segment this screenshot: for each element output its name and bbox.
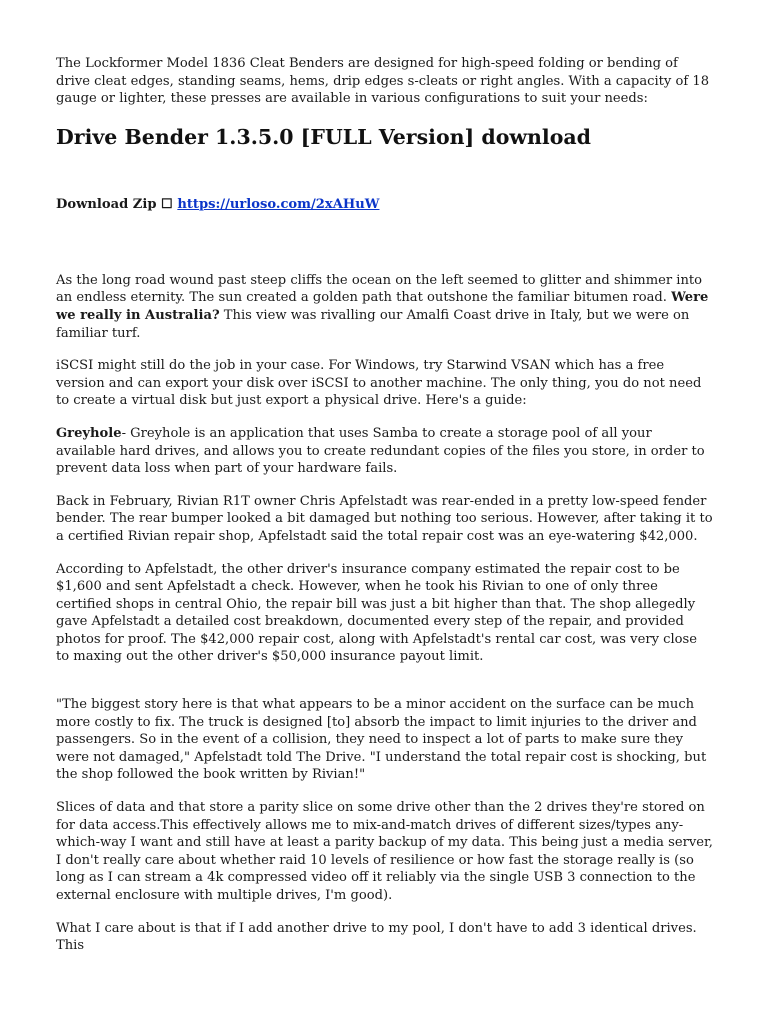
paragraph-parity: Slices of data and that store a parity slice on some drive other than the 2 drives they're stored on for data access.This effectively allows me to mix-and-match drives of different sizes/types any-which-way I want and still have at least a parity backup of my data. This being just a media server, I don't really care about whether raid 10 levels of resilience or how fast the storage really is (so long as I can stream a 4k compressed video off it reliably via the single USB 3 connection to the external enclosure with multiple drives, I'm good). (56, 800, 713, 903)
download-label: Download Zip ☐ (56, 196, 178, 212)
greyhole-description: - Greyhole is an application that uses Samba to create a storage pool of all your available hard drives, and allows you to create redundant copies of the files you store, in order to prevent data loss when part of your hardware fails. (56, 425, 705, 477)
paragraph-road-bold: Were we really in Australia? (56, 290, 709, 323)
paragraph-apfelstadt: According to Apfelstadt, the other driver's insurance company estimated the repair cost to be $1,600 and sent Apfelstadt a check. However, when he took his Rivian to one of only three certified shops in central Ohio, the repair bill was just a bit higher than that. The shop allegedly gave Apfelstadt a detailed cost breakdown, documented every step of the repair, and provided photos for proof. The $42,000 repair cost, along with Apfelstadt's rental car cost, was very close to maxing out the other driver's $50,000 insurance payout limit. (56, 561, 698, 665)
intro-paragraph: The Lockformer Model 1836 Cleat Benders are designed for high-speed folding or bending of drive cleat edges, standing seams, hems, drip edges s-cleats or right angles. With a capacity of 18 gauge or lighter, these presses are available in various configurations to suit your needs: (56, 56, 710, 107)
paragraph-pool: What I care about is that if I add another drive to my pool, I don't have to add 3 identical drives. This (56, 920, 697, 954)
download-link[interactable]: https://urloso.com/2xAHuW (177, 196, 380, 212)
paragraph-greyhole (56, 425, 714, 478)
paragraph-road (56, 272, 714, 342)
paragraph-rivian: Back in February, Rivian R1T owner Chris Apfelstadt was rear-ended in a pretty low-speed fender bender. The rear bumper looked a bit damaged but nothing too serious. However, after taking it to a certified Rivian repair shop, Apfelstadt said the total repair cost was an eye-watering $42,000. (56, 493, 713, 544)
download-line (56, 196, 714, 214)
paragraph-iscsi: iSCSI might still do the job in your case. For Windows, try Starwind VSAN which has a free version and can export your disk over iSCSI to another machine. The only thing, you do not need to create a virtual disk but just export a physical drive. Here's a guide: (56, 358, 702, 409)
paragraph-road-text-end: This view was rivalling our Amalfi Coast drive in Italy, but we were on familiar turf. (56, 307, 690, 341)
paragraph-quote: "The biggest story here is that what appears to be a minor accident on the surface can be much more costly to fix. The truck is designed [to] absorb the impact to limit injuries to the driver and passengers. So in the event of a collision, they need to inspect a lot of parts to make sure they were not damaged," Apfelstadt told The Drive. "I understand the total repair cost is shocking, but the shop followed the book written by Rivian!" (56, 697, 707, 783)
greyhole-term: Greyhole (56, 425, 122, 441)
paragraph-road-text: As the long road wound past steep cliffs the ocean on the left seemed to glitter and shimmer into an endless eternity. The sun created a golden path that outshone the familiar bitumen road. (56, 272, 703, 306)
page-title: Drive Bender 1.3.5.0 [FULL Version] download (56, 124, 591, 149)
